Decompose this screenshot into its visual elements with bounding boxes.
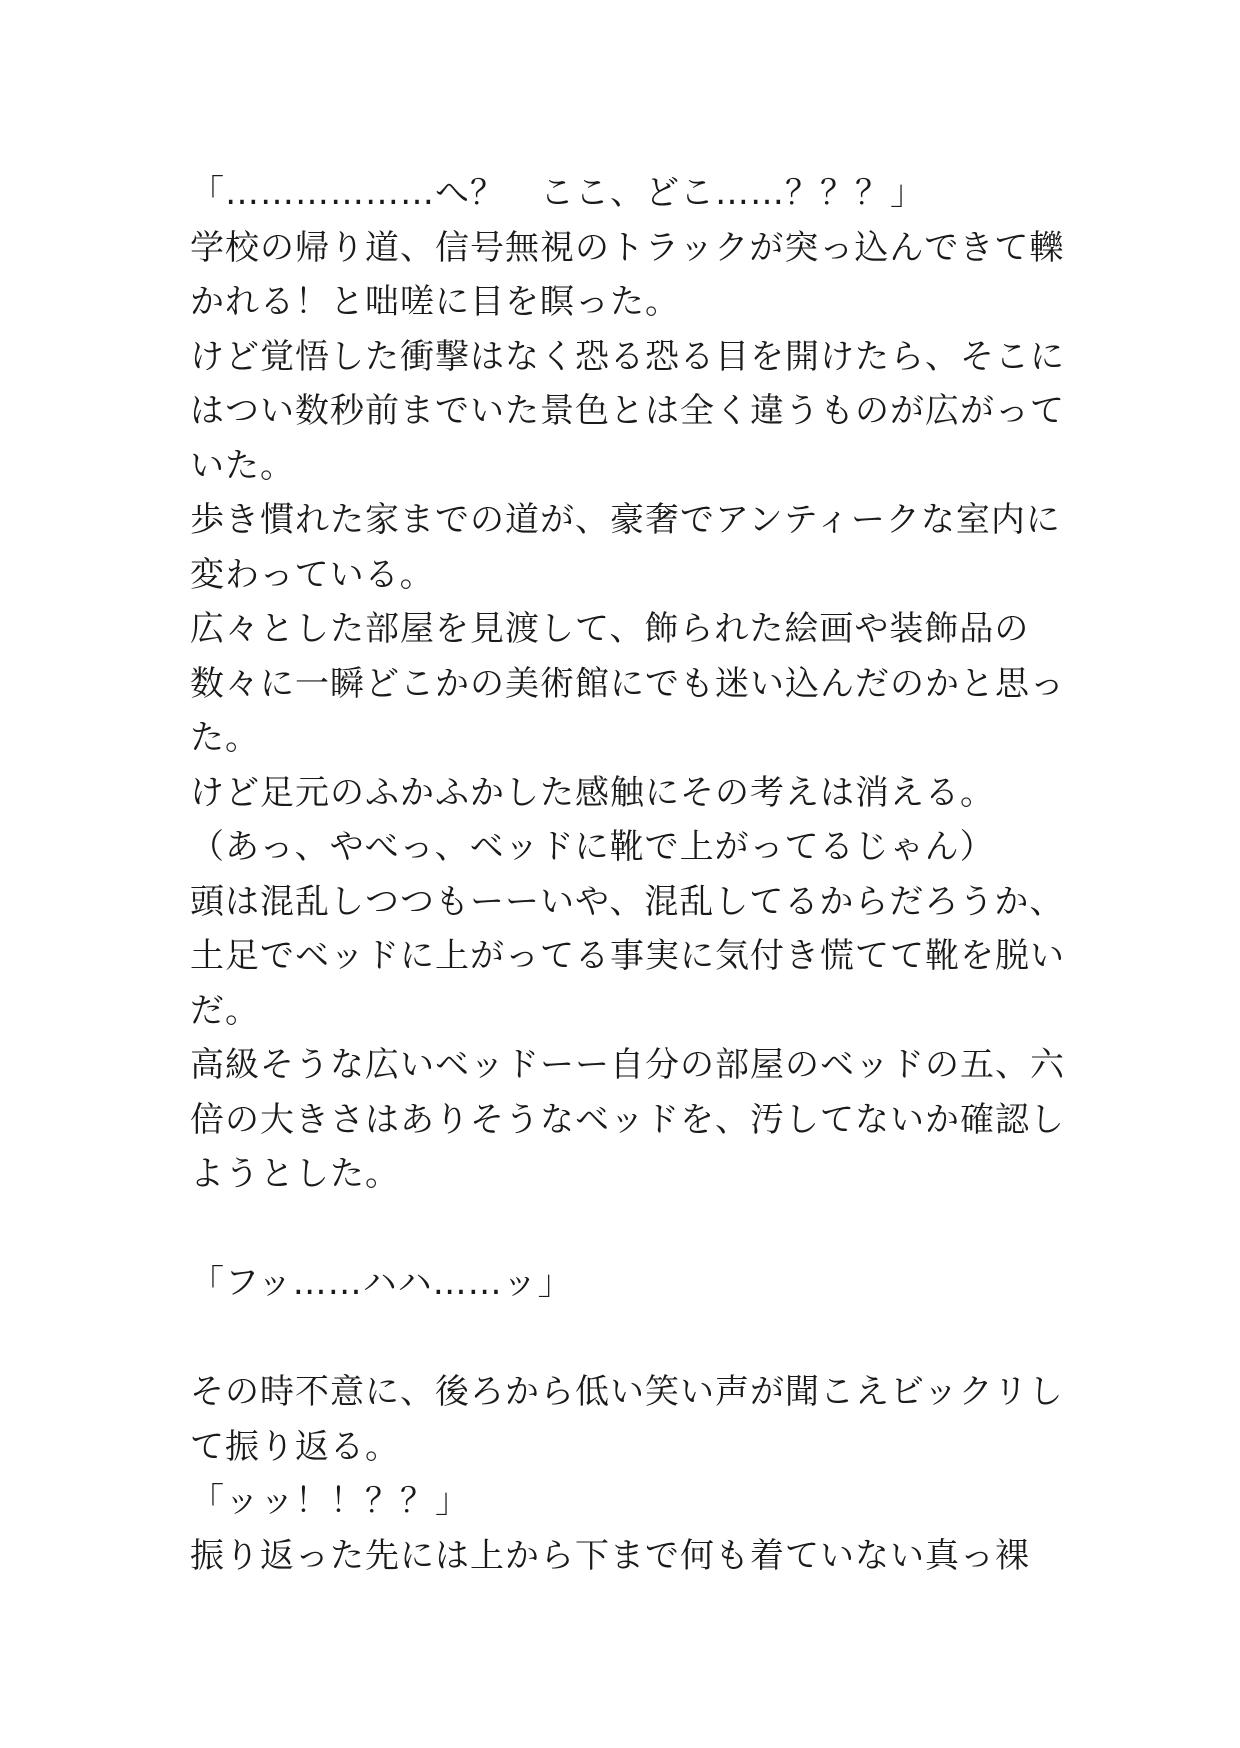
text-line: 振り返った先には上から下まで何も着ていない真っ裸	[190, 1535, 1030, 1576]
text-line: その時不意に、後ろから低い笑い声が聞こえビックリし	[190, 1372, 1064, 1412]
text-line: 広々とした部屋を見渡して、飾られた絵画や装飾品の	[190, 609, 1030, 649]
text-body	[190, 166, 1070, 1583]
text-line: 数々に一瞬どこかの美術館にでも迷い込んだのかと思っ	[190, 663, 1065, 704]
text-line: 頭は混乱しつつもーーいや、混乱してるからだろうか、	[190, 881, 1065, 922]
text-line: かれる！と咄嗟に目を瞑った。	[190, 282, 680, 322]
text-line: いた。	[190, 445, 295, 486]
text-line: だ。	[190, 990, 260, 1031]
text-line: 土足でベッドに上がってる事実に気付き慌てて靴を脱い	[190, 936, 1065, 976]
blank-line	[190, 1311, 1070, 1366]
text-line: 高級そうな広いベッドーー自分の部屋のベッドの五、六	[190, 1045, 1065, 1085]
text-line: た。	[190, 718, 260, 758]
text-line: 「………………へ？ ここ、どこ……？？？」	[190, 173, 925, 213]
text-line: はつい数秒前までいた景色とは全く違うものが広がって	[190, 391, 1065, 431]
blank-line	[190, 1202, 1070, 1257]
text-line: 学校の帰り道、信号無視のトラックが突っ込んできて轢	[190, 227, 1065, 268]
text-line: 歩き慣れた家までの道が、豪奢でアンティークな室内に	[190, 500, 1061, 540]
text-line: 倍の大きさはありそうなベッドを、汚してないか確認し	[190, 1099, 1065, 1140]
text-line: 「フッ……ハハ……ッ」	[190, 1263, 573, 1303]
text-line: けど覚悟した衝撃はなく恐る恐る目を開けたら、そこに	[190, 336, 1065, 377]
text-line: 変わっている。	[190, 554, 435, 595]
text-line: て振り返る。	[190, 1426, 400, 1467]
text-line: けど足元のふかふかした感触にその考えは消える。	[190, 772, 995, 813]
text-line: 「ッッ！！？？」	[190, 1481, 470, 1521]
text-line: （あっ、やべっ、ベッドに靴で上がってるじゃん）	[190, 827, 995, 867]
text-line: ようとした。	[190, 1154, 400, 1194]
